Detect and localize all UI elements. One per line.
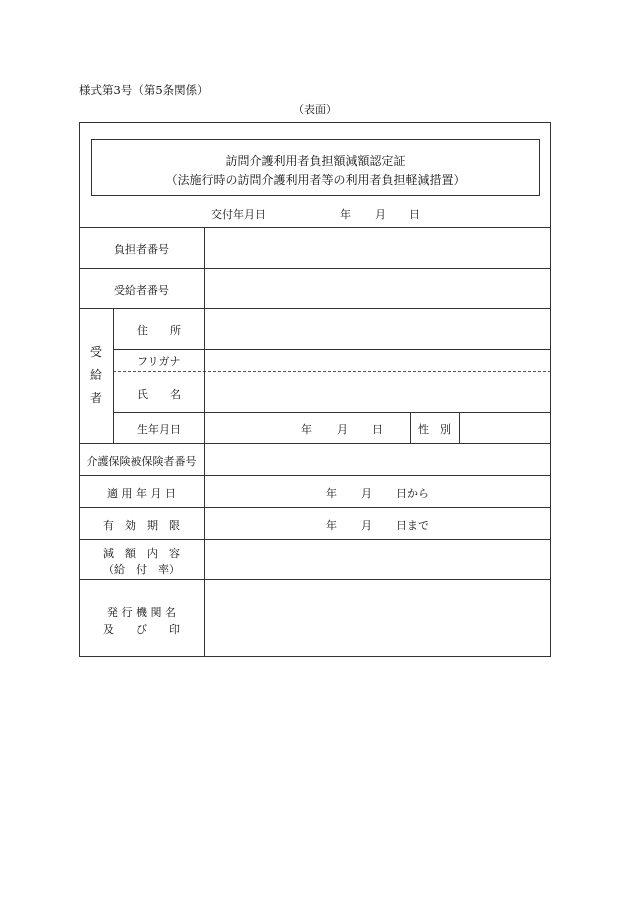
form-number: 様式第3号（第5条関係） xyxy=(79,83,209,97)
furigana-label: フリガナ xyxy=(137,355,181,368)
title-box xyxy=(91,139,540,196)
row-divider xyxy=(79,443,551,444)
issue-date-day: 日 xyxy=(409,208,420,221)
gender-value-divider xyxy=(459,412,460,443)
birth-date-label: 生年月日 xyxy=(137,423,181,436)
recipient-group-label-2: 給 xyxy=(89,368,102,382)
reduction-label: 減 額 内 容 xyxy=(103,547,180,560)
recipient-group-label-1: 受 xyxy=(89,345,102,359)
recipient-group-label-3: 者 xyxy=(89,391,102,405)
certificate-subtitle: （法施行時の訪問介護利用者等の利用者負担軽減措置） xyxy=(165,173,466,187)
face-label: （表面） xyxy=(293,103,337,116)
apply-year: 年 xyxy=(326,487,337,500)
issuer-seal-label: 及 び 印 xyxy=(103,623,180,636)
certificate-title: 訪問介護利用者負担額減額認定証 xyxy=(225,154,406,168)
insured-number-label: 介護保険被保険者番号 xyxy=(86,455,197,468)
valid-period-label: 有 効 期 限 xyxy=(103,519,180,532)
valid-day: 日まで xyxy=(396,519,429,532)
valid-month: 月 xyxy=(361,519,372,532)
valid-year: 年 xyxy=(326,519,337,532)
name-label: 氏 名 xyxy=(137,388,181,401)
row-divider xyxy=(79,268,551,269)
birth-month: 月 xyxy=(337,423,348,436)
row-divider xyxy=(79,475,551,476)
label-column-divider xyxy=(204,227,205,657)
apply-day: 日から xyxy=(396,487,429,500)
recipient-number-label: 受給者番号 xyxy=(114,284,169,297)
issue-date-year: 年 xyxy=(340,208,351,221)
row-divider xyxy=(79,579,551,580)
row-divider xyxy=(79,227,551,228)
birth-year: 年 xyxy=(301,423,312,436)
issue-date-label: 交付年月日 xyxy=(211,208,266,221)
issue-date-month: 月 xyxy=(375,208,386,221)
apply-month: 月 xyxy=(361,487,372,500)
row-divider xyxy=(113,412,551,413)
recipient-group-divider xyxy=(113,308,114,443)
row-divider xyxy=(79,507,551,508)
issuer-name-label: 発 行 機 関 名 xyxy=(107,606,176,619)
address-label: 住 所 xyxy=(137,324,181,337)
row-divider xyxy=(79,308,551,309)
row-divider xyxy=(79,539,551,540)
benefit-rate-label: （給 付 率） xyxy=(103,563,180,576)
apply-date-label: 適 用 年 月 日 xyxy=(107,487,176,500)
furigana-dashed-divider xyxy=(113,371,551,372)
payer-number-label: 負担者番号 xyxy=(114,243,169,256)
row-divider xyxy=(113,349,551,350)
birth-day: 日 xyxy=(372,423,383,436)
gender-label: 性 別 xyxy=(418,423,451,436)
